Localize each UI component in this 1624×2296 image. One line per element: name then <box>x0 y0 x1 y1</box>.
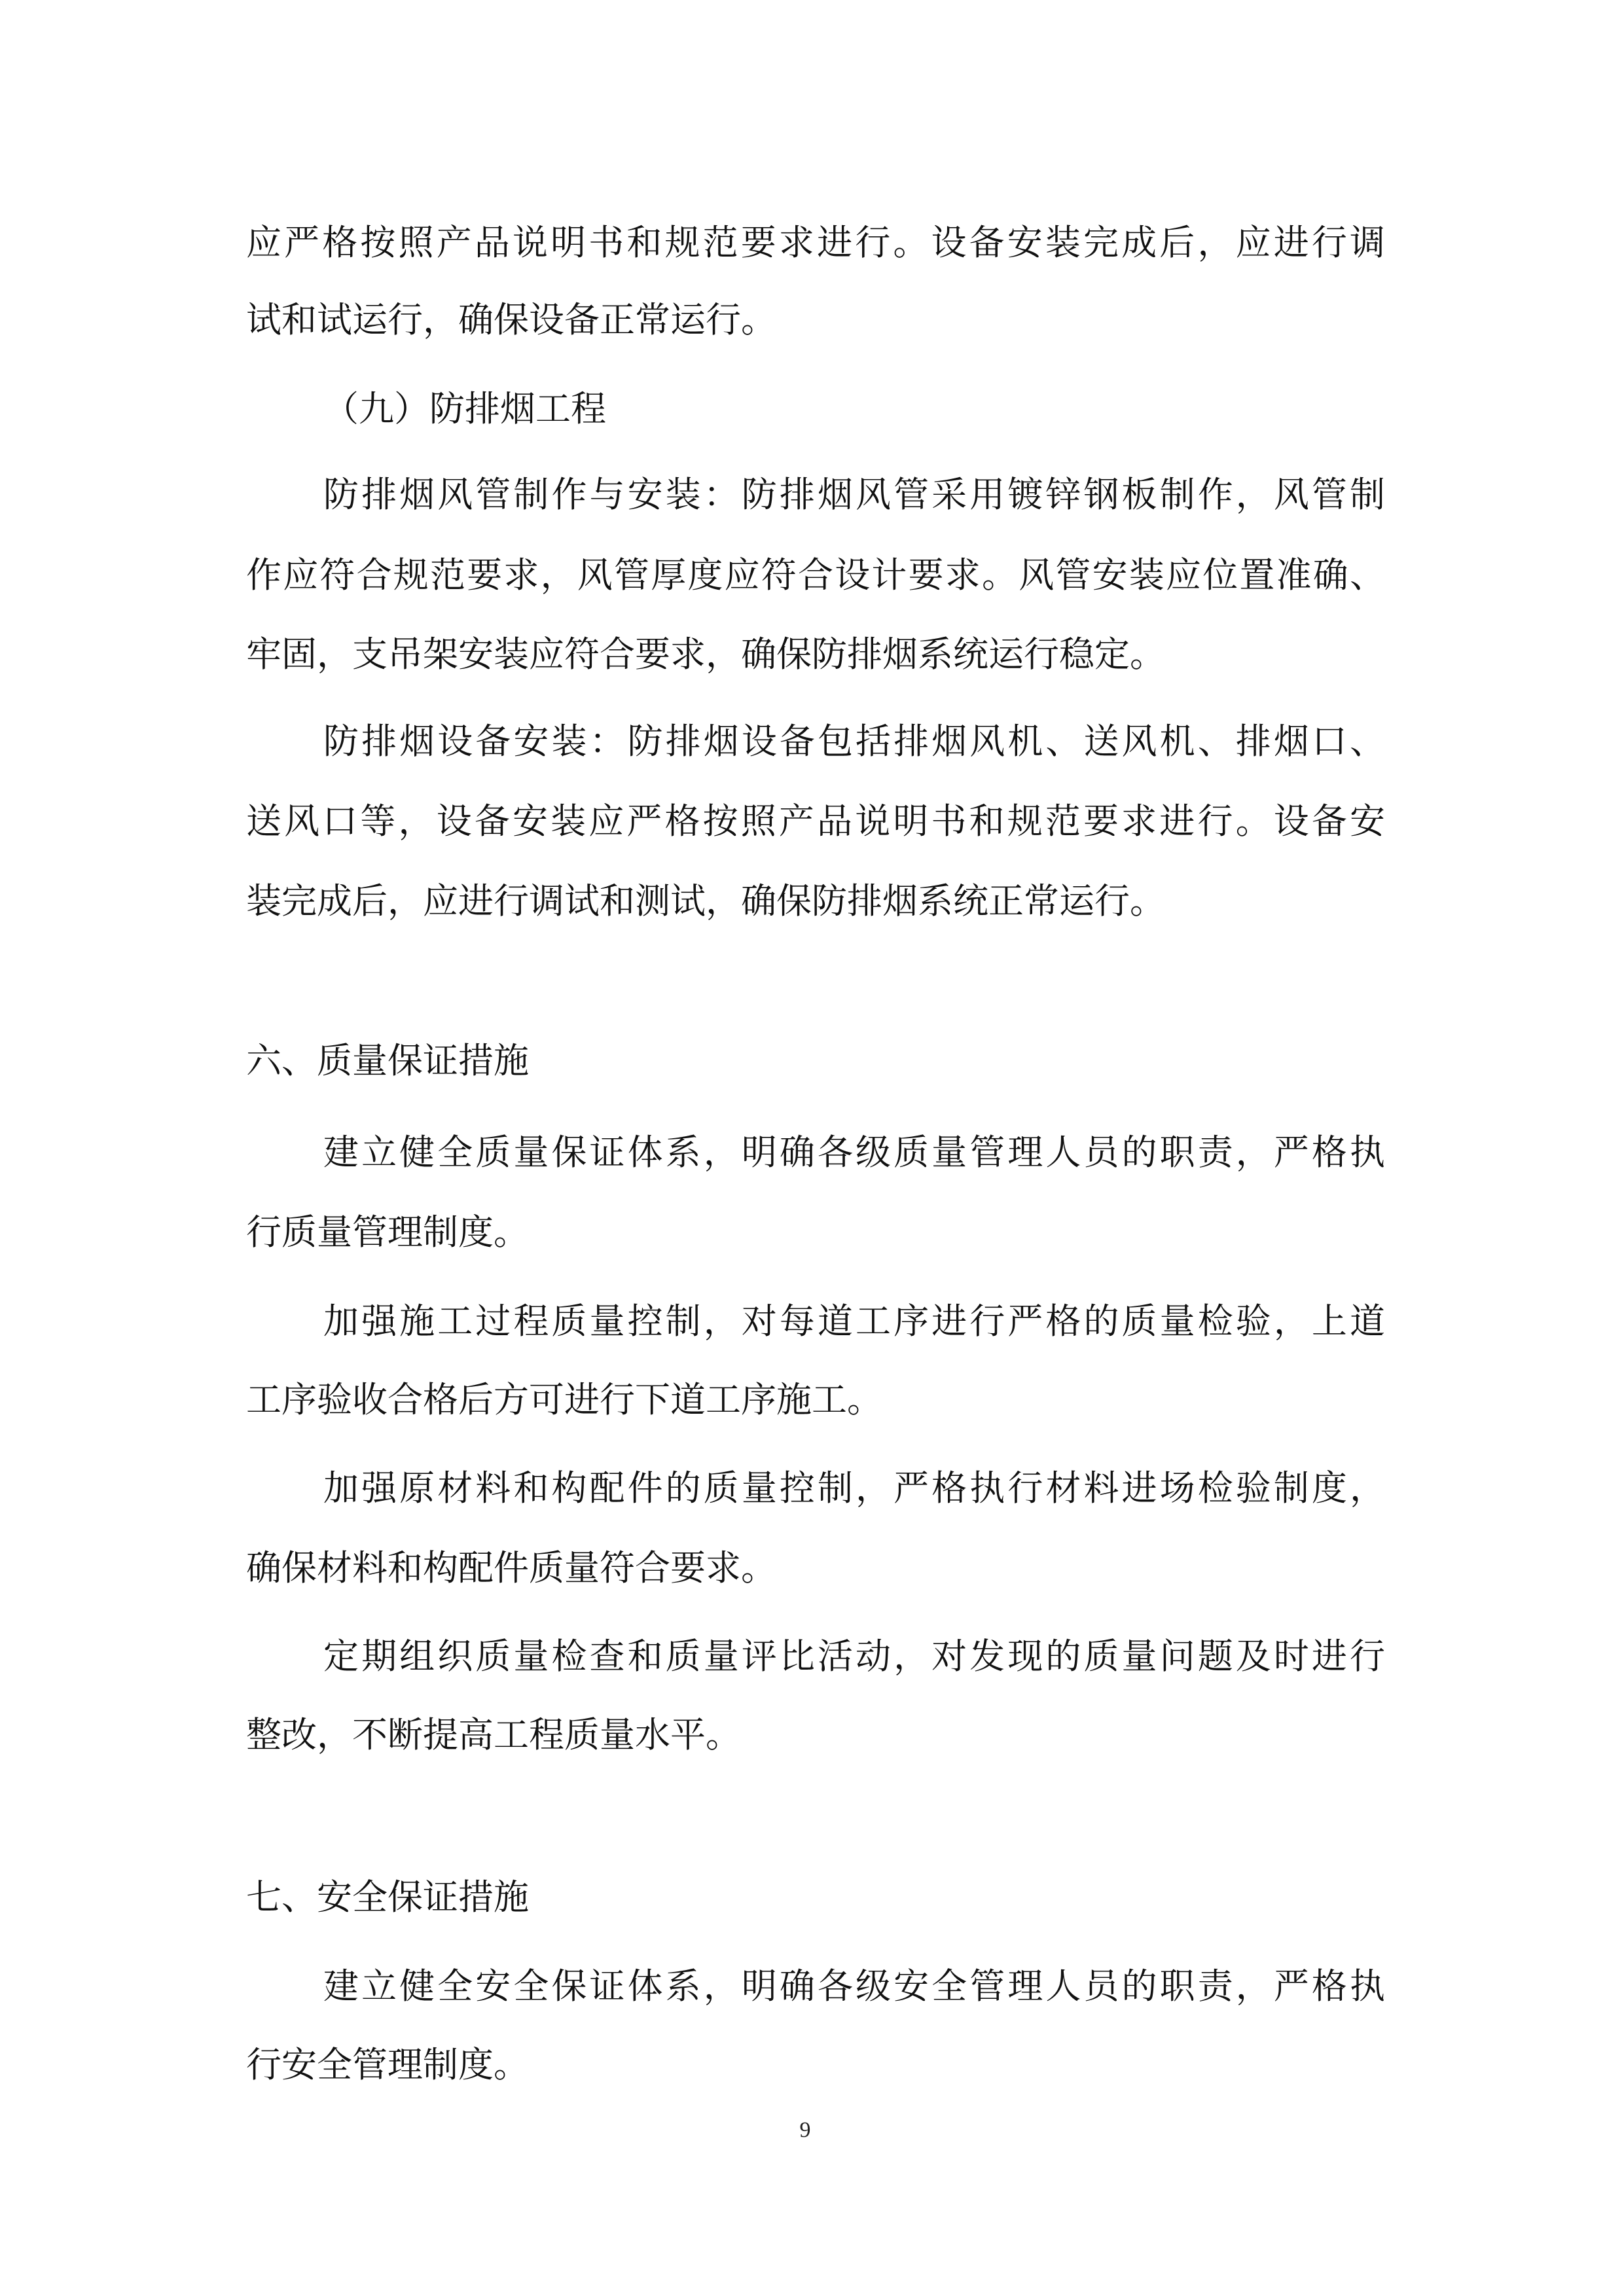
paragraph-line: 加强原材料和构配件的质量控制，严格执行材料进场检验制度， <box>323 1467 1385 1509</box>
paragraph-line: 建立健全安全保证体系，明确各级安全管理人员的职责，严格执 <box>323 1965 1385 2007</box>
page-number: 9 <box>799 2118 811 2142</box>
paragraph-line: 行安全管理制度。 <box>246 2044 529 2085</box>
paragraph-line: 防排烟风管制作与安装：防排烟风管采用镀锌钢板制作，风管制 <box>323 474 1385 515</box>
paragraph-line: 行质量管理制度。 <box>246 1211 529 1253</box>
paragraph-line: 防排烟设备安装：防排烟设备包括排烟风机、送风机、排烟口、 <box>323 721 1385 762</box>
paragraph-line: 应严格按照产品说明书和规范要求进行。设备安装完成后，应进行调 <box>246 222 1385 263</box>
paragraph-line: 确保材料和构配件质量符合要求。 <box>246 1547 776 1588</box>
section-heading: 六、质量保证措施 <box>246 1040 529 1081</box>
paragraph-line: 装完成后，应进行调试和测试，确保防排烟系统正常运行。 <box>246 880 1165 922</box>
paragraph-line: 试和试运行，确保设备正常运行。 <box>246 299 776 340</box>
section-heading: 七、安全保证措施 <box>246 1876 529 1918</box>
subsection-heading: （九）防排烟工程 <box>323 388 606 429</box>
paragraph-line: 工序验收合格后方可进行下道工序施工。 <box>246 1379 882 1420</box>
paragraph-line: 建立健全质量保证体系，明确各级质量管理人员的职责，严格执 <box>323 1132 1385 1173</box>
paragraph-line: 牢固，支吊架安装应符合要求，确保防排烟系统运行稳定。 <box>246 634 1165 675</box>
paragraph-line: 整改，不断提高工程质量水平。 <box>246 1714 741 1755</box>
paragraph-line: 加强施工过程质量控制，对每道工序进行严格的质量检验，上道 <box>323 1300 1385 1342</box>
paragraph-line: 作应符合规范要求，风管厚度应符合设计要求。风管安装应位置准确、 <box>246 554 1385 596</box>
paragraph-line: 定期组织质量检查和质量评比活动，对发现的质量问题及时进行 <box>323 1636 1385 1677</box>
paragraph-line: 送风口等，设备安装应严格按照产品说明书和规范要求进行。设备安 <box>246 800 1385 842</box>
